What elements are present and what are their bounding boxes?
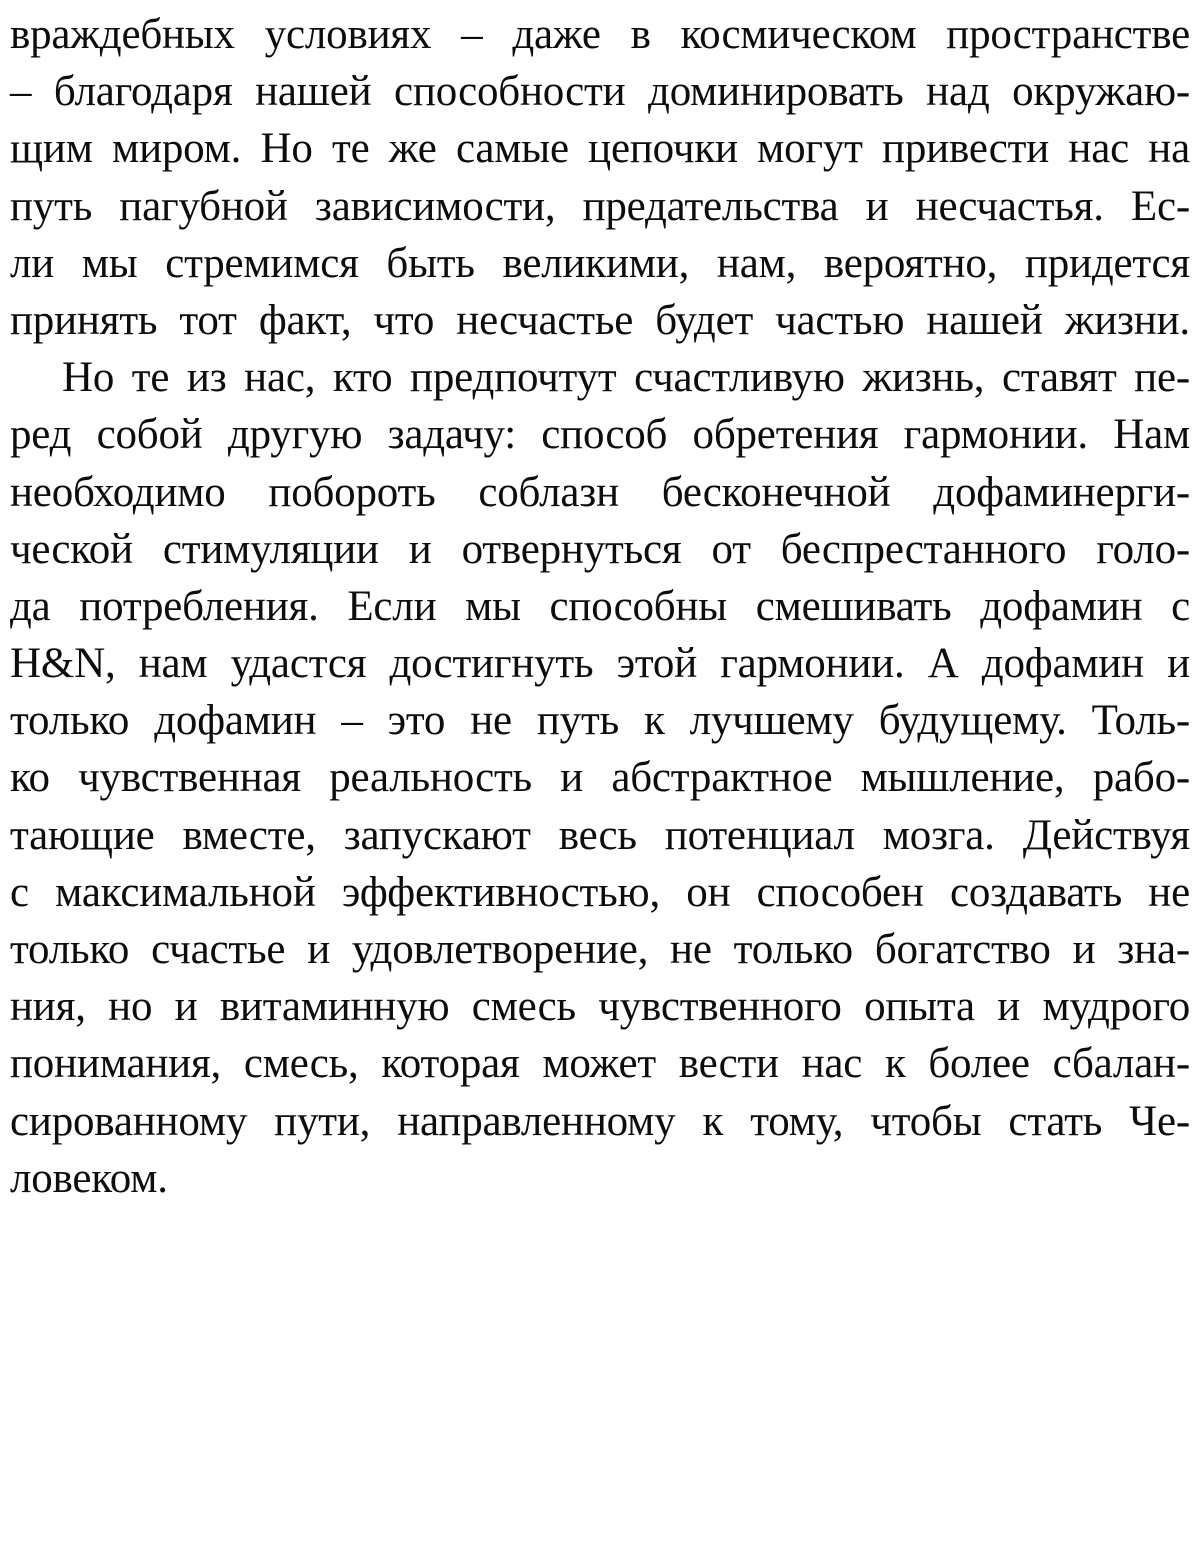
text-line: щим миром. Но те же самые цепочки могут привести нас на — [10, 125, 1190, 173]
paragraph-1 — [10, 6, 1190, 349]
text-line: H&N, нам удастся достигнуть этой гармонии. А дофамин и — [10, 640, 1190, 688]
text-line: тающие вместе, запускают весь потенциал мозга. Действуя — [10, 811, 1190, 859]
text-line: Но те из нас, кто предпочтут счастливую жизнь, ставят пе- — [62, 354, 1190, 402]
text-line: ко чувственная реальность и абстрактное мышление, рабо- — [10, 754, 1190, 802]
text-line: путь пагубной зависимости, предательства и несчастья. Ес- — [10, 182, 1190, 230]
text-line: ния, но и витаминную смесь чувственного опыта и мудрого — [10, 983, 1190, 1031]
text-line: ли мы стремимся быть великими, нам, вероятно, придется — [10, 239, 1190, 287]
text-line: сированному пути, направленному к тому, чтобы стать Че- — [10, 1097, 1190, 1145]
paragraph-2 — [10, 349, 1190, 1207]
text-line: понимания, смесь, которая может вести нас к более сбалан- — [10, 1040, 1190, 1088]
text-line: только счастье и удовлетворение, не только богатство и зна- — [10, 926, 1190, 973]
text-line: ловеком. — [10, 1154, 168, 1202]
text-line: ческой стимуляции и отвернуться от беспрестанного голо- — [10, 525, 1190, 573]
text-line: с максимальной эффективностью, он способен создавать не — [10, 868, 1190, 916]
text-line: необходимо побороть соблазн бесконечной дофаминерги- — [10, 468, 1190, 516]
text-line: ред собой другую задачу: способ обретения гармонии. Нам — [10, 411, 1190, 459]
text-line: только дофамин – это не путь к лучшему будущему. Толь- — [10, 697, 1190, 745]
text-line: враждебных условиях – даже в космическом пространстве — [10, 11, 1190, 58]
body-text — [10, 6, 1190, 1207]
text-line: да потребления. Если мы способны смешивать дофамин с — [10, 582, 1190, 630]
text-line: принять тот факт, что несчастье будет частью нашей жизни. — [10, 296, 1190, 344]
text-line: – благодаря нашей способности доминировать над окружаю- — [10, 68, 1190, 116]
